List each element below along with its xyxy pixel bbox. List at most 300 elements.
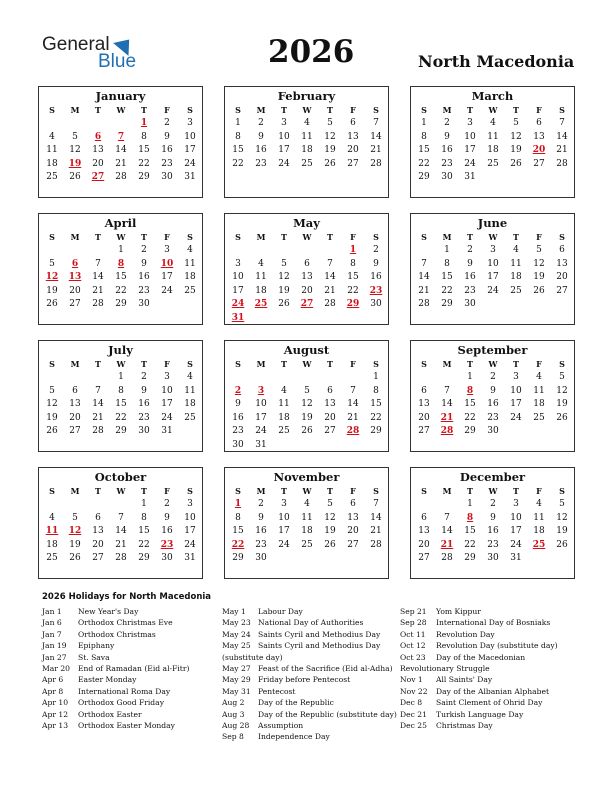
holiday-date-label: Dec 8: [400, 698, 423, 708]
calendar-day: 15: [418, 145, 430, 155]
weekday-header: M: [70, 105, 80, 115]
calendar-day: 5: [72, 131, 78, 142]
calendar-day: 20: [418, 539, 430, 550]
weekday-header: W: [302, 105, 312, 115]
holiday-name: Orthodox Easter: [78, 709, 142, 719]
holiday-name: Day of the Republic: [258, 698, 334, 708]
calendar-day: 14: [370, 512, 382, 523]
calendar-day: 27: [69, 426, 81, 436]
weekday-header: S: [559, 359, 565, 369]
calendar-day: 18: [533, 399, 545, 409]
calendar-day: 16: [487, 526, 499, 536]
calendar-day: 1: [421, 118, 427, 128]
holiday-name: St. Sava: [78, 652, 110, 662]
holiday-date: 20: [532, 145, 546, 155]
calendar-day: 2: [164, 118, 170, 128]
calendar-day: 19: [533, 272, 545, 282]
calendar-day: 4: [304, 118, 310, 128]
calendar-day: 7: [373, 118, 379, 128]
calendar-day: 7: [373, 499, 379, 509]
calendar-day: 25: [46, 553, 58, 563]
weekday-header: F: [350, 232, 356, 242]
weekday-header: M: [256, 105, 266, 115]
weekday-header: T: [281, 105, 287, 115]
weekday-header: F: [350, 105, 356, 115]
holiday-date-label: Aug 3: [222, 709, 245, 719]
holiday-date: 8: [466, 385, 474, 396]
weekday-header: S: [235, 359, 241, 369]
weekday-header: S: [559, 486, 565, 496]
calendar-day: 21: [115, 539, 127, 550]
calendar-day: 2: [141, 372, 147, 382]
calendar-day: 2: [141, 245, 147, 255]
calendar-day: 17: [510, 399, 522, 409]
calendar-day: 4: [49, 512, 55, 523]
weekday-header: F: [164, 486, 170, 496]
holiday-date: 1: [349, 245, 357, 255]
calendar-day: 1: [467, 372, 473, 382]
holiday-row: [400, 640, 575, 651]
weekday-header: T: [281, 486, 287, 496]
calendar-day: 6: [421, 385, 427, 396]
calendar-day: 27: [347, 158, 359, 169]
calendar-day: 10: [510, 385, 522, 396]
holiday-date-label: May 23: [222, 618, 251, 628]
holiday-row: [400, 617, 575, 628]
calendar-day: 4: [187, 245, 193, 255]
holiday-date: 28: [440, 426, 454, 436]
holiday-name: Epiphany: [78, 641, 115, 651]
calendar-day: 17: [464, 145, 476, 155]
calendar-day: 18: [487, 145, 499, 155]
calendar-day: 5: [559, 499, 565, 509]
calendar-day: 31: [161, 426, 173, 436]
holiday-date: 1: [140, 118, 148, 128]
weekday-header: M: [70, 486, 80, 496]
weekday-header: T: [467, 486, 473, 496]
calendar-day: 12: [324, 512, 336, 523]
calendar-day: 26: [69, 172, 81, 182]
calendar-day: 23: [255, 158, 267, 169]
calendar-day: 19: [324, 526, 336, 536]
calendar-day: 15: [232, 145, 244, 155]
holiday-date: 25: [254, 299, 268, 309]
holiday-row: [400, 663, 575, 674]
weekday-header: T: [95, 232, 101, 242]
calendar-day: 15: [464, 526, 476, 536]
calendar-day: 27: [418, 553, 430, 563]
calendar-day: 5: [304, 385, 310, 396]
calendar-day: 6: [72, 385, 78, 396]
calendar-day: 21: [92, 412, 104, 423]
weekday-header: T: [327, 486, 333, 496]
calendar-day: 22: [370, 412, 382, 423]
calendar-day: 5: [49, 258, 55, 269]
calendar-day: 28: [370, 539, 382, 550]
calendar-day: 2: [467, 245, 473, 255]
calendar-day: 18: [301, 145, 313, 155]
calendar-day: 21: [370, 145, 382, 155]
month-title: July: [108, 343, 133, 357]
calendar-day: 14: [92, 272, 104, 282]
holiday-date-label: Sep 21: [400, 607, 427, 616]
calendar-day: 14: [347, 399, 359, 409]
calendar-day: 3: [513, 499, 519, 509]
calendar-day: 12: [556, 385, 568, 396]
month-december: [410, 467, 575, 579]
calendar-day: 29: [464, 553, 476, 563]
holiday-name: Yom Kippur: [436, 607, 481, 616]
holiday-row: [222, 731, 397, 742]
holiday-date: 3: [257, 385, 265, 396]
weekday-header: S: [421, 359, 427, 369]
calendar-day: 22: [418, 158, 430, 169]
calendar-day: 5: [72, 512, 78, 523]
weekday-header: T: [141, 105, 147, 115]
holiday-date-label: Mar 20: [42, 663, 71, 673]
holiday-name: All Saints' Day: [436, 675, 493, 685]
month-title: March: [471, 89, 514, 103]
holiday-date-label: Apr 13: [42, 720, 69, 730]
weekday-header: T: [95, 105, 101, 115]
calendar-day: 19: [46, 285, 58, 296]
holiday-date-label: Dec 21: [400, 709, 427, 719]
calendar-day: 12: [69, 145, 81, 155]
holiday-name: Day of the Albanian Alphabet: [436, 686, 550, 696]
holiday-date-label: Oct 12: [400, 641, 426, 651]
holiday-row: [400, 674, 575, 685]
calendar-day: 5: [559, 372, 565, 382]
weekday-header: F: [164, 359, 170, 369]
calendar-day: 17: [161, 399, 173, 409]
holiday-date-label: Jan 7: [42, 629, 62, 639]
holiday-date: 2: [234, 385, 242, 396]
weekday-header: W: [488, 486, 498, 496]
holiday-name: Saints Cyril and Methodius Day: [258, 641, 381, 651]
calendar-day: 24: [487, 285, 499, 296]
holiday-name: Orthodox Christmas Eve: [78, 618, 173, 628]
calendar-day: 5: [513, 118, 519, 128]
month-february: [224, 86, 389, 198]
weekday-header: F: [536, 232, 542, 242]
holiday-row: [400, 720, 575, 731]
calendar-day: 30: [161, 553, 173, 563]
holiday-name: National Day of Authorities: [258, 618, 364, 628]
calendar-day: 10: [255, 399, 267, 409]
calendar-day: 20: [347, 526, 359, 536]
weekday-header: S: [373, 105, 379, 115]
holiday-date: 6: [71, 258, 79, 269]
holiday-date: 1: [234, 499, 242, 509]
holiday-name: Saint Clement of Ohrid Day: [436, 698, 543, 708]
weekday-header: S: [49, 486, 55, 496]
calendar-day: 29: [115, 299, 127, 309]
weekday-header: F: [350, 359, 356, 369]
holiday-date-label: May 1: [222, 607, 246, 616]
calendar-day: 9: [164, 131, 170, 142]
calendar-day: 23: [161, 158, 173, 169]
calendar-day: 26: [278, 299, 290, 309]
holiday-row: [42, 663, 217, 674]
holiday-date-label: Sep 28: [400, 618, 427, 628]
calendar-day: 10: [487, 258, 499, 269]
calendar-day: 7: [95, 385, 101, 396]
holiday-date-label: Jan 19: [42, 641, 67, 651]
holiday-date: 7: [117, 131, 125, 142]
weekday-header: F: [536, 486, 542, 496]
calendar-day: 8: [373, 385, 379, 396]
calendar-day: 1: [118, 245, 124, 255]
calendar-day: 27: [324, 426, 336, 436]
calendar-day: 4: [49, 131, 55, 142]
holiday-date: 23: [160, 539, 174, 550]
calendar-day: 22: [115, 285, 127, 296]
calendar-day: 26: [556, 539, 568, 550]
calendar-day: 9: [235, 399, 241, 409]
calendar-day: 9: [467, 258, 473, 269]
calendar-day: 14: [441, 526, 453, 536]
calendar-day: 28: [92, 299, 104, 309]
calendar-day: 22: [115, 412, 127, 423]
calendar-day: 27: [556, 285, 568, 296]
calendar-day: 25: [301, 158, 313, 169]
calendar-day: 8: [141, 131, 147, 142]
holiday-date-label: May 27: [222, 663, 251, 673]
calendar-day: 25: [46, 172, 58, 182]
calendar-day: 9: [373, 258, 379, 269]
calendar-day: 25: [184, 412, 196, 423]
brand-name-secondary: Blue: [98, 51, 137, 72]
calendar-day: 1: [235, 118, 241, 128]
calendar-day: 17: [278, 526, 290, 536]
holiday-row: [222, 606, 397, 617]
calendar-day: 17: [278, 145, 290, 155]
holiday-date-label: Nov 22: [400, 686, 428, 696]
calendar-day: 30: [255, 553, 267, 563]
weekday-header: M: [442, 486, 452, 496]
calendar-day: 16: [161, 145, 173, 155]
calendar-day: 23: [487, 412, 499, 423]
holiday-date-label: Aug 2: [222, 698, 245, 708]
calendar-day: 28: [324, 299, 336, 309]
weekday-header: S: [421, 232, 427, 242]
calendar-day: 14: [92, 399, 104, 409]
calendar-day: 6: [350, 499, 356, 509]
weekday-header: T: [467, 359, 473, 369]
month-july: [38, 340, 203, 452]
calendar-day: 13: [347, 512, 359, 523]
calendar-day: 6: [536, 118, 542, 128]
holiday-date: 8: [117, 258, 125, 269]
calendar-day: 31: [464, 172, 476, 182]
weekday-header: S: [187, 105, 193, 115]
weekday-header: T: [327, 105, 333, 115]
weekday-header: W: [302, 232, 312, 242]
calendar-day: 27: [347, 539, 359, 550]
holiday-date: 27: [91, 172, 105, 182]
calendar-day: 4: [536, 499, 542, 509]
calendar-day: 19: [69, 539, 81, 550]
calendar-day: 21: [370, 526, 382, 536]
calendar-day: 11: [510, 258, 522, 269]
calendar-day: 17: [255, 412, 267, 423]
calendar-day: 28: [115, 172, 127, 182]
calendar-day: 17: [184, 145, 196, 155]
calendar-day: 26: [324, 539, 336, 550]
calendar-day: 2: [444, 118, 450, 128]
calendar-day: 11: [487, 131, 499, 142]
calendar-day: 15: [138, 145, 150, 155]
weekday-header: S: [235, 486, 241, 496]
weekday-header: T: [467, 232, 473, 242]
holiday-date-label: Apr 8: [42, 686, 64, 696]
holiday-name: Pentecost: [258, 686, 296, 696]
calendar-day: 22: [347, 285, 359, 296]
calendar-day: 21: [418, 285, 430, 296]
calendar-day: 25: [301, 539, 313, 550]
holiday-name: International Roma Day: [78, 686, 171, 696]
calendar-day: 29: [464, 426, 476, 436]
holiday-name: Revolution Day: [436, 629, 495, 639]
holiday-name: Day of the Republic (substitute day): [258, 709, 397, 719]
calendar-day: 9: [141, 258, 147, 269]
calendar-day: 24: [464, 158, 476, 169]
calendar-day: 31: [255, 439, 267, 450]
month-november: [224, 467, 389, 579]
holiday-name: Orthodox Good Friday: [78, 698, 164, 708]
holiday-row: [222, 720, 397, 731]
calendar-day: 27: [92, 553, 104, 563]
calendar-day: 12: [556, 512, 568, 523]
calendar-day: 3: [187, 499, 193, 509]
weekday-header: T: [513, 105, 519, 115]
weekday-header: F: [536, 359, 542, 369]
holiday-date-label: Sep 8: [222, 732, 244, 742]
weekday-header: T: [327, 359, 333, 369]
weekday-header: W: [488, 359, 498, 369]
holiday-row: [222, 709, 397, 720]
calendar-day: 3: [281, 499, 287, 509]
calendar-day: 1: [444, 245, 450, 255]
holiday-date: 6: [94, 131, 102, 142]
holiday-row: [222, 697, 397, 708]
calendar-day: 30: [161, 172, 173, 182]
holiday-name: Orthodox Christmas: [78, 629, 156, 639]
holiday-date: 29: [346, 299, 360, 309]
calendar-day: 30: [487, 426, 499, 436]
calendar-day: 12: [278, 272, 290, 282]
calendar-day: 20: [69, 285, 81, 296]
weekday-header: M: [256, 359, 266, 369]
weekday-header: W: [488, 105, 498, 115]
calendar-day: 18: [533, 526, 545, 536]
calendar-day: 22: [464, 412, 476, 423]
holiday-row: [400, 709, 575, 720]
holiday-date: 13: [68, 272, 82, 282]
calendar-day: 20: [556, 272, 568, 282]
holiday-row: [42, 606, 217, 617]
calendar-day: 2: [373, 245, 379, 255]
calendar-day: 14: [418, 272, 430, 282]
calendar-day: 20: [324, 412, 336, 423]
holiday-date-label: Jan 27: [42, 652, 67, 662]
weekday-header: F: [536, 105, 542, 115]
holiday-name: End of Ramadan (Eid al-Fitr): [78, 663, 190, 673]
weekday-header: W: [116, 232, 126, 242]
holiday-date-label: May 31: [222, 686, 251, 696]
calendar-day: 8: [141, 512, 147, 523]
weekday-header: F: [164, 232, 170, 242]
calendar-day: 3: [235, 258, 241, 269]
calendar-day: 22: [464, 539, 476, 550]
calendar-day: 12: [510, 131, 522, 142]
calendar-day: 26: [510, 158, 522, 169]
calendar-day: 15: [115, 399, 127, 409]
calendar-day: 5: [49, 385, 55, 396]
calendar-day: 31: [184, 553, 196, 563]
weekday-header: T: [281, 232, 287, 242]
calendar-day: 24: [184, 158, 196, 169]
calendar-day: 30: [370, 299, 382, 309]
calendar-day: 18: [278, 412, 290, 423]
calendar-day: 16: [464, 272, 476, 282]
holiday-date: 28: [346, 426, 360, 436]
month-june: [410, 213, 575, 325]
holiday-row: [400, 697, 575, 708]
calendar-day: 7: [350, 385, 356, 396]
calendar-day: 15: [138, 526, 150, 536]
brand-logo: [42, 34, 142, 74]
calendar-day: 21: [347, 412, 359, 423]
calendar-day: 10: [184, 131, 196, 142]
holiday-name: Saints Cyril and Methodius Day: [258, 629, 381, 639]
weekday-header: W: [302, 486, 312, 496]
holiday-row: [222, 629, 397, 640]
calendar-day: 13: [347, 131, 359, 142]
weekday-header: T: [95, 359, 101, 369]
calendar-day: 29: [232, 553, 244, 563]
calendar-day: 13: [324, 399, 336, 409]
month-march: [410, 86, 575, 198]
calendar-day: 23: [138, 412, 150, 423]
calendar-day: 6: [95, 512, 101, 523]
calendar-day: 10: [464, 131, 476, 142]
calendar-day: 29: [418, 172, 430, 182]
holiday-date: 8: [466, 512, 474, 523]
calendar-day: 29: [115, 426, 127, 436]
page-title-year: 2026: [268, 34, 355, 70]
calendar-day: 29: [441, 299, 453, 309]
calendar-day: 28: [115, 553, 127, 563]
weekday-header: F: [164, 105, 170, 115]
calendar-day: 28: [92, 426, 104, 436]
calendar-day: 13: [301, 272, 313, 282]
holiday-row: [222, 674, 397, 685]
holidays-title: 2026 Holidays for North Macedonia: [42, 592, 212, 602]
calendar-day: 12: [301, 399, 313, 409]
calendar-day: 10: [278, 512, 290, 523]
calendar-day: 15: [441, 272, 453, 282]
calendar-day: 9: [444, 131, 450, 142]
calendar-day: 13: [418, 399, 430, 409]
calendar-day: 5: [327, 118, 333, 128]
calendar-day: 16: [255, 145, 267, 155]
calendar-day: 21: [92, 285, 104, 296]
month-title: April: [104, 216, 137, 230]
holiday-row: [42, 674, 217, 685]
calendar-day: 24: [255, 426, 267, 436]
calendar-day: 4: [258, 258, 264, 269]
